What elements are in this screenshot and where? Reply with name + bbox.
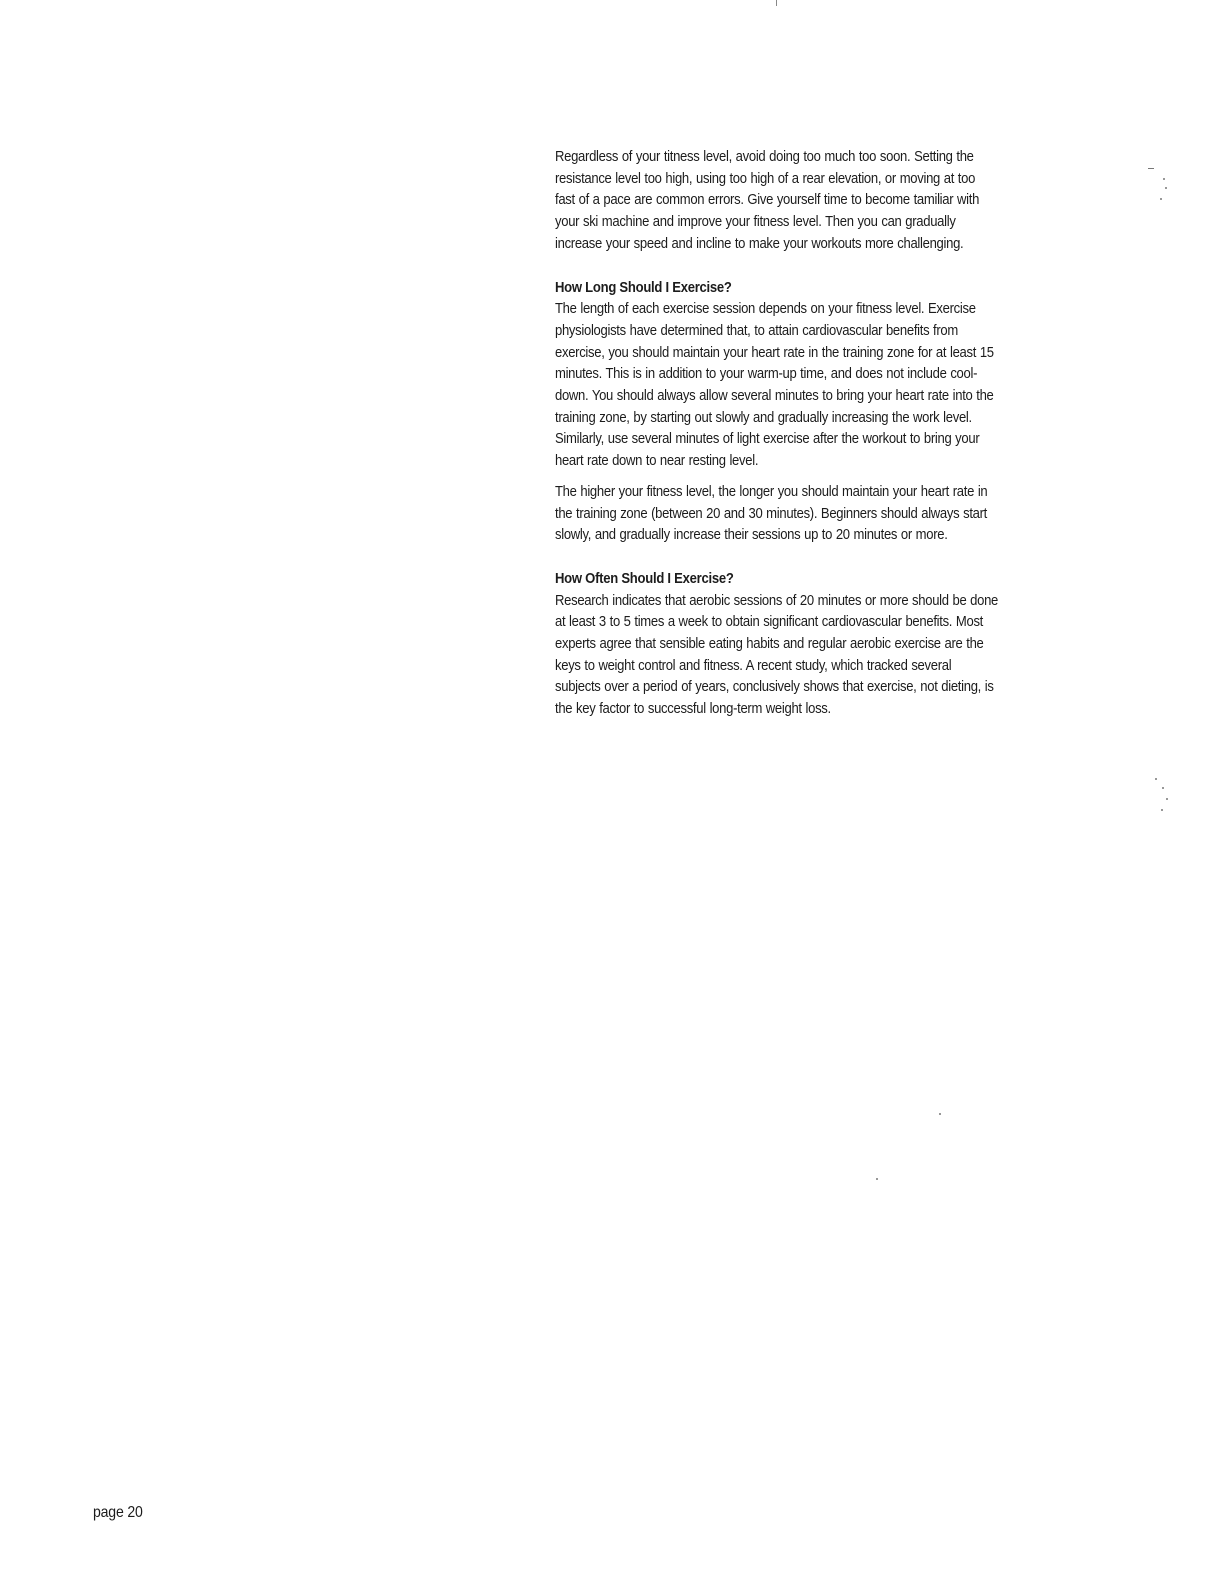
text-line: at least 3 to 5 times a week to obtain significant cardiovascular benefits. Most <box>555 613 983 631</box>
text-line: The length of each exercise session depends on your fitness level. Exercise <box>555 300 976 318</box>
text-line: experts agree that sensible eating habits and regular aerobic exercise are the <box>555 635 984 653</box>
section-heading-frequency: How Often Should I Exercise? <box>555 569 734 587</box>
scan-mark <box>776 0 777 6</box>
text-line: exercise, you should maintain your heart rate in the training zone for at least 15 <box>555 343 994 361</box>
frequency-paragraph-1 <box>555 590 1118 720</box>
page-number: page 20 <box>93 1504 143 1521</box>
duration-paragraph-1 <box>555 298 1118 472</box>
scan-speck <box>1155 778 1157 780</box>
intro-paragraph <box>555 146 1118 255</box>
scan-speck <box>939 1113 941 1115</box>
text-line: down. You should always allow several minutes to bring your heart rate into the <box>555 387 994 405</box>
text-line: minutes. This is in addition to your warm-up time, and does not include cool- <box>555 365 978 383</box>
scan-speck <box>876 1178 878 1180</box>
text-line: keys to weight control and fitness. A recent study, which tracked several <box>555 656 952 674</box>
text-line: physiologists have determined that, to attain cardiovascular benefits from <box>555 321 958 339</box>
section-heading-duration: How Long Should I Exercise? <box>555 278 732 296</box>
scan-speck <box>1163 178 1165 180</box>
text-line: Similarly, use several minutes of light exercise after the workout to bring your <box>555 430 980 448</box>
text-line: Regardless of your titness level, avoid doing too much too soon. Setting the <box>555 148 974 165</box>
duration-paragraph-2 <box>555 481 1118 546</box>
text-line: Research indicates that aerobic sessions of 20 minutes or more should be done <box>555 591 999 609</box>
text-column <box>555 146 1120 720</box>
scan-speck <box>1166 798 1168 800</box>
text-line: the training zone (between 20 and 30 minutes). Beginners should always start <box>555 504 988 522</box>
scan-speck <box>1165 187 1167 189</box>
text-line: resistance level too high, using too high of a rear elevation, or moving at too <box>555 169 976 187</box>
scan-speck <box>1160 198 1162 200</box>
text-line: subjects over a period of years, conclusively shows that exercise, not dieting, is <box>555 678 994 696</box>
text-line: fast of a pace are common errors. Give yourself time to become tamiliar with <box>555 191 980 209</box>
scan-speck <box>1148 168 1154 169</box>
scan-speck <box>1162 787 1164 789</box>
text-line: increase your speed and incline to make your workouts more challenging. <box>555 234 964 252</box>
scan-speck <box>1161 809 1163 811</box>
text-line: slowly, and gradually increase their sessions up to 20 minutes or more. <box>555 526 948 544</box>
text-line: training zone, by starting out slowly and gradually increasing the work level. <box>555 408 972 426</box>
text-line: heart rate down to near resting level. <box>555 452 759 470</box>
text-line: The higher your fitness level, the longer you should maintain your heart rate in <box>555 482 988 500</box>
text-line: the key factor to successful long-term weight loss. <box>555 700 831 718</box>
text-line: your ski machine and improve your fitness level. Then you can gradually <box>555 213 956 231</box>
